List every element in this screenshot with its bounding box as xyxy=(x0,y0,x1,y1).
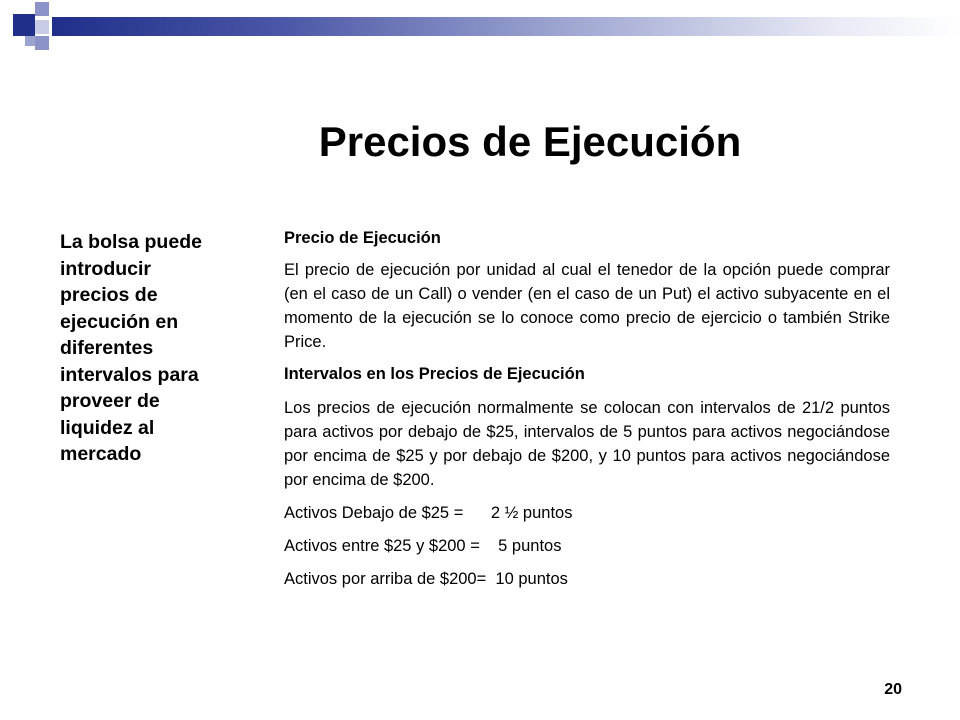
decorative-square-light xyxy=(35,20,49,34)
decorative-square-medium xyxy=(35,2,49,16)
slide-title: Precios de Ejecución xyxy=(318,118,742,165)
interval-line-25-200: Activos entre $25 y $200 = 5 puntos xyxy=(284,537,562,555)
interval-line-above-200: Activos por arriba de $200= 10 puntos xyxy=(284,570,568,588)
interval-line-below-25: Activos Debajo de $25 = 2 ½ puntos xyxy=(284,504,573,522)
header-gradient-bar xyxy=(52,17,960,36)
decorative-square-bottom xyxy=(35,36,49,50)
main-content xyxy=(284,226,890,591)
decorative-square-small xyxy=(25,36,35,46)
heading-precio-ejecucion: Precio de Ejecución xyxy=(284,229,441,247)
paragraph-definition: El precio de ejecución por unidad al cual el tenedor de la opción puede comprar (en el caso de un Call) o vender (en el caso de un Put) el activo subyacente en el momento de la ejecución se lo conoce como precio de ejercicio o también Strike Price. xyxy=(284,261,890,351)
decorative-square-dark xyxy=(13,14,35,36)
heading-intervalos: Intervalos en los Precios de Ejecución xyxy=(284,365,585,383)
page-number: 20 xyxy=(884,681,902,698)
paragraph-intervalos: Los precios de ejecución normalmente se colocan con intervalos de 21/2 puntos para activos por debajo de $25, intervalos de 5 puntos para activos negociándose por encima de $25 y por debajo de $200, y 10 puntos para activos negociándose por encima de $200. xyxy=(284,399,890,489)
sidebar-note: La bolsa puede introducir precios de ejecución en diferentes intervalos para proveer de liquidez al mercado xyxy=(60,231,202,465)
